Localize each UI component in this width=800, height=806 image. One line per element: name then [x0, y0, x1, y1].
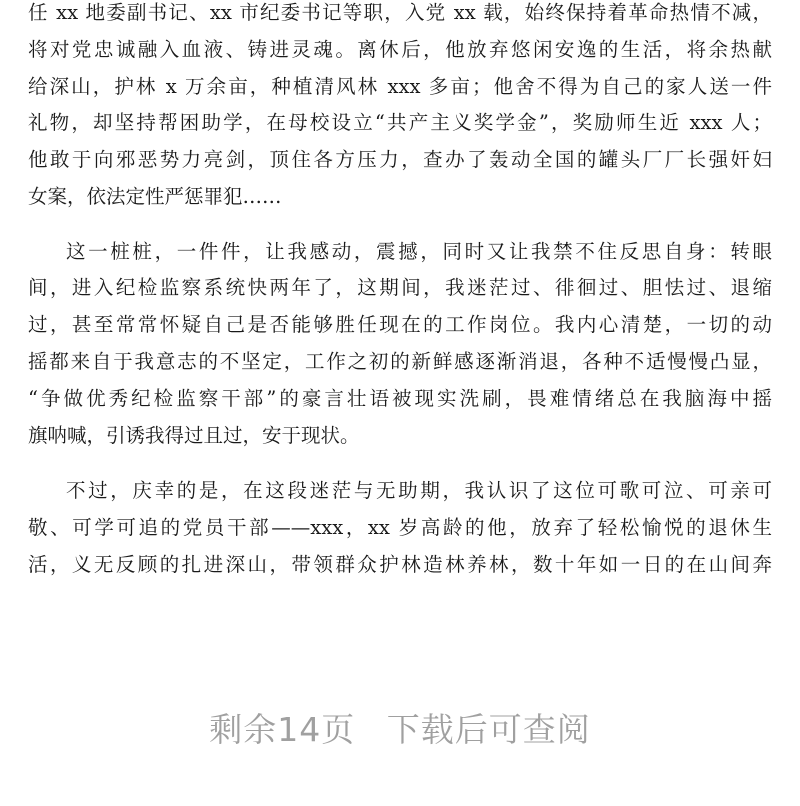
download-hint-text: 下载后可查阅: [386, 710, 591, 749]
paragraph-1-line: 女案，依法定性严惩罪犯……: [28, 185, 282, 208]
paragraph-2-line: 摇都来自于我意志的不坚定，工作之初的新鲜感逐渐消退，各种不适慢慢凸显，: [28, 350, 772, 373]
paragraph-2-line: 间，进入纪检监察系统快两年了，这期间，我迷茫过、徘徊过、胆怯过、退缩: [28, 276, 772, 299]
remaining-pages-notice[interactable]: [0, 704, 800, 751]
paragraph-3-line: 不过，庆幸的是，在这段迷茫与无助期，我认识了这位可歌可泣、可亲可: [66, 479, 772, 502]
paragraph-2-line: 过，甚至常常怀疑自己是否能够胜任现在的工作岗位。我内心清楚，一切的动: [28, 313, 772, 336]
paragraph-2-line: 这一桩桩，一件件，让我感动，震撼，同时又让我禁不住反思自身：转眼: [66, 240, 772, 263]
paragraph-3-line: 活，义无反顾的扎进深山，带领群众护林造林养林，数十年如一日的在山间奔: [28, 553, 772, 576]
paragraph-2-line: 旗呐喊，引诱我得过且过，安于现状。: [28, 424, 360, 447]
paragraph-1-line: 礼物，却坚持帮困助学，在母校设立“共产主义奖学金”，奖励师生近 xxx 人；: [28, 111, 772, 134]
remaining-pages-text: 剩余14页: [209, 710, 356, 749]
paragraph-1-line: 他敢于向邪恶势力亮剑，顶住各方压力，查办了轰动全国的罐头厂厂长强奸妇: [28, 148, 772, 171]
paragraph-1-line: 任 xx 地委副书记、xx 市纪委书记等职，入党 xx 载，始终保持着革命热情不减，: [28, 1, 772, 24]
paragraph-2-line: “争做优秀纪检监察干部”的豪言壮语被现实洗刷，畏难情绪总在我脑海中摇: [28, 387, 772, 410]
paragraph-3-line: 敬、可学可追的党员干部——xxx，xx 岁高龄的他，放弃了轻松愉悦的退休生: [28, 516, 772, 539]
paragraph-1-line: 给深山，护林 x 万余亩，种植清风林 xxx 多亩；他舍不得为自己的家人送一件: [28, 75, 772, 98]
paragraph-1-line: 将对党忠诚融入血液、铸进灵魂。离休后，他放弃悠闲安逸的生活，将余热献: [28, 38, 772, 61]
